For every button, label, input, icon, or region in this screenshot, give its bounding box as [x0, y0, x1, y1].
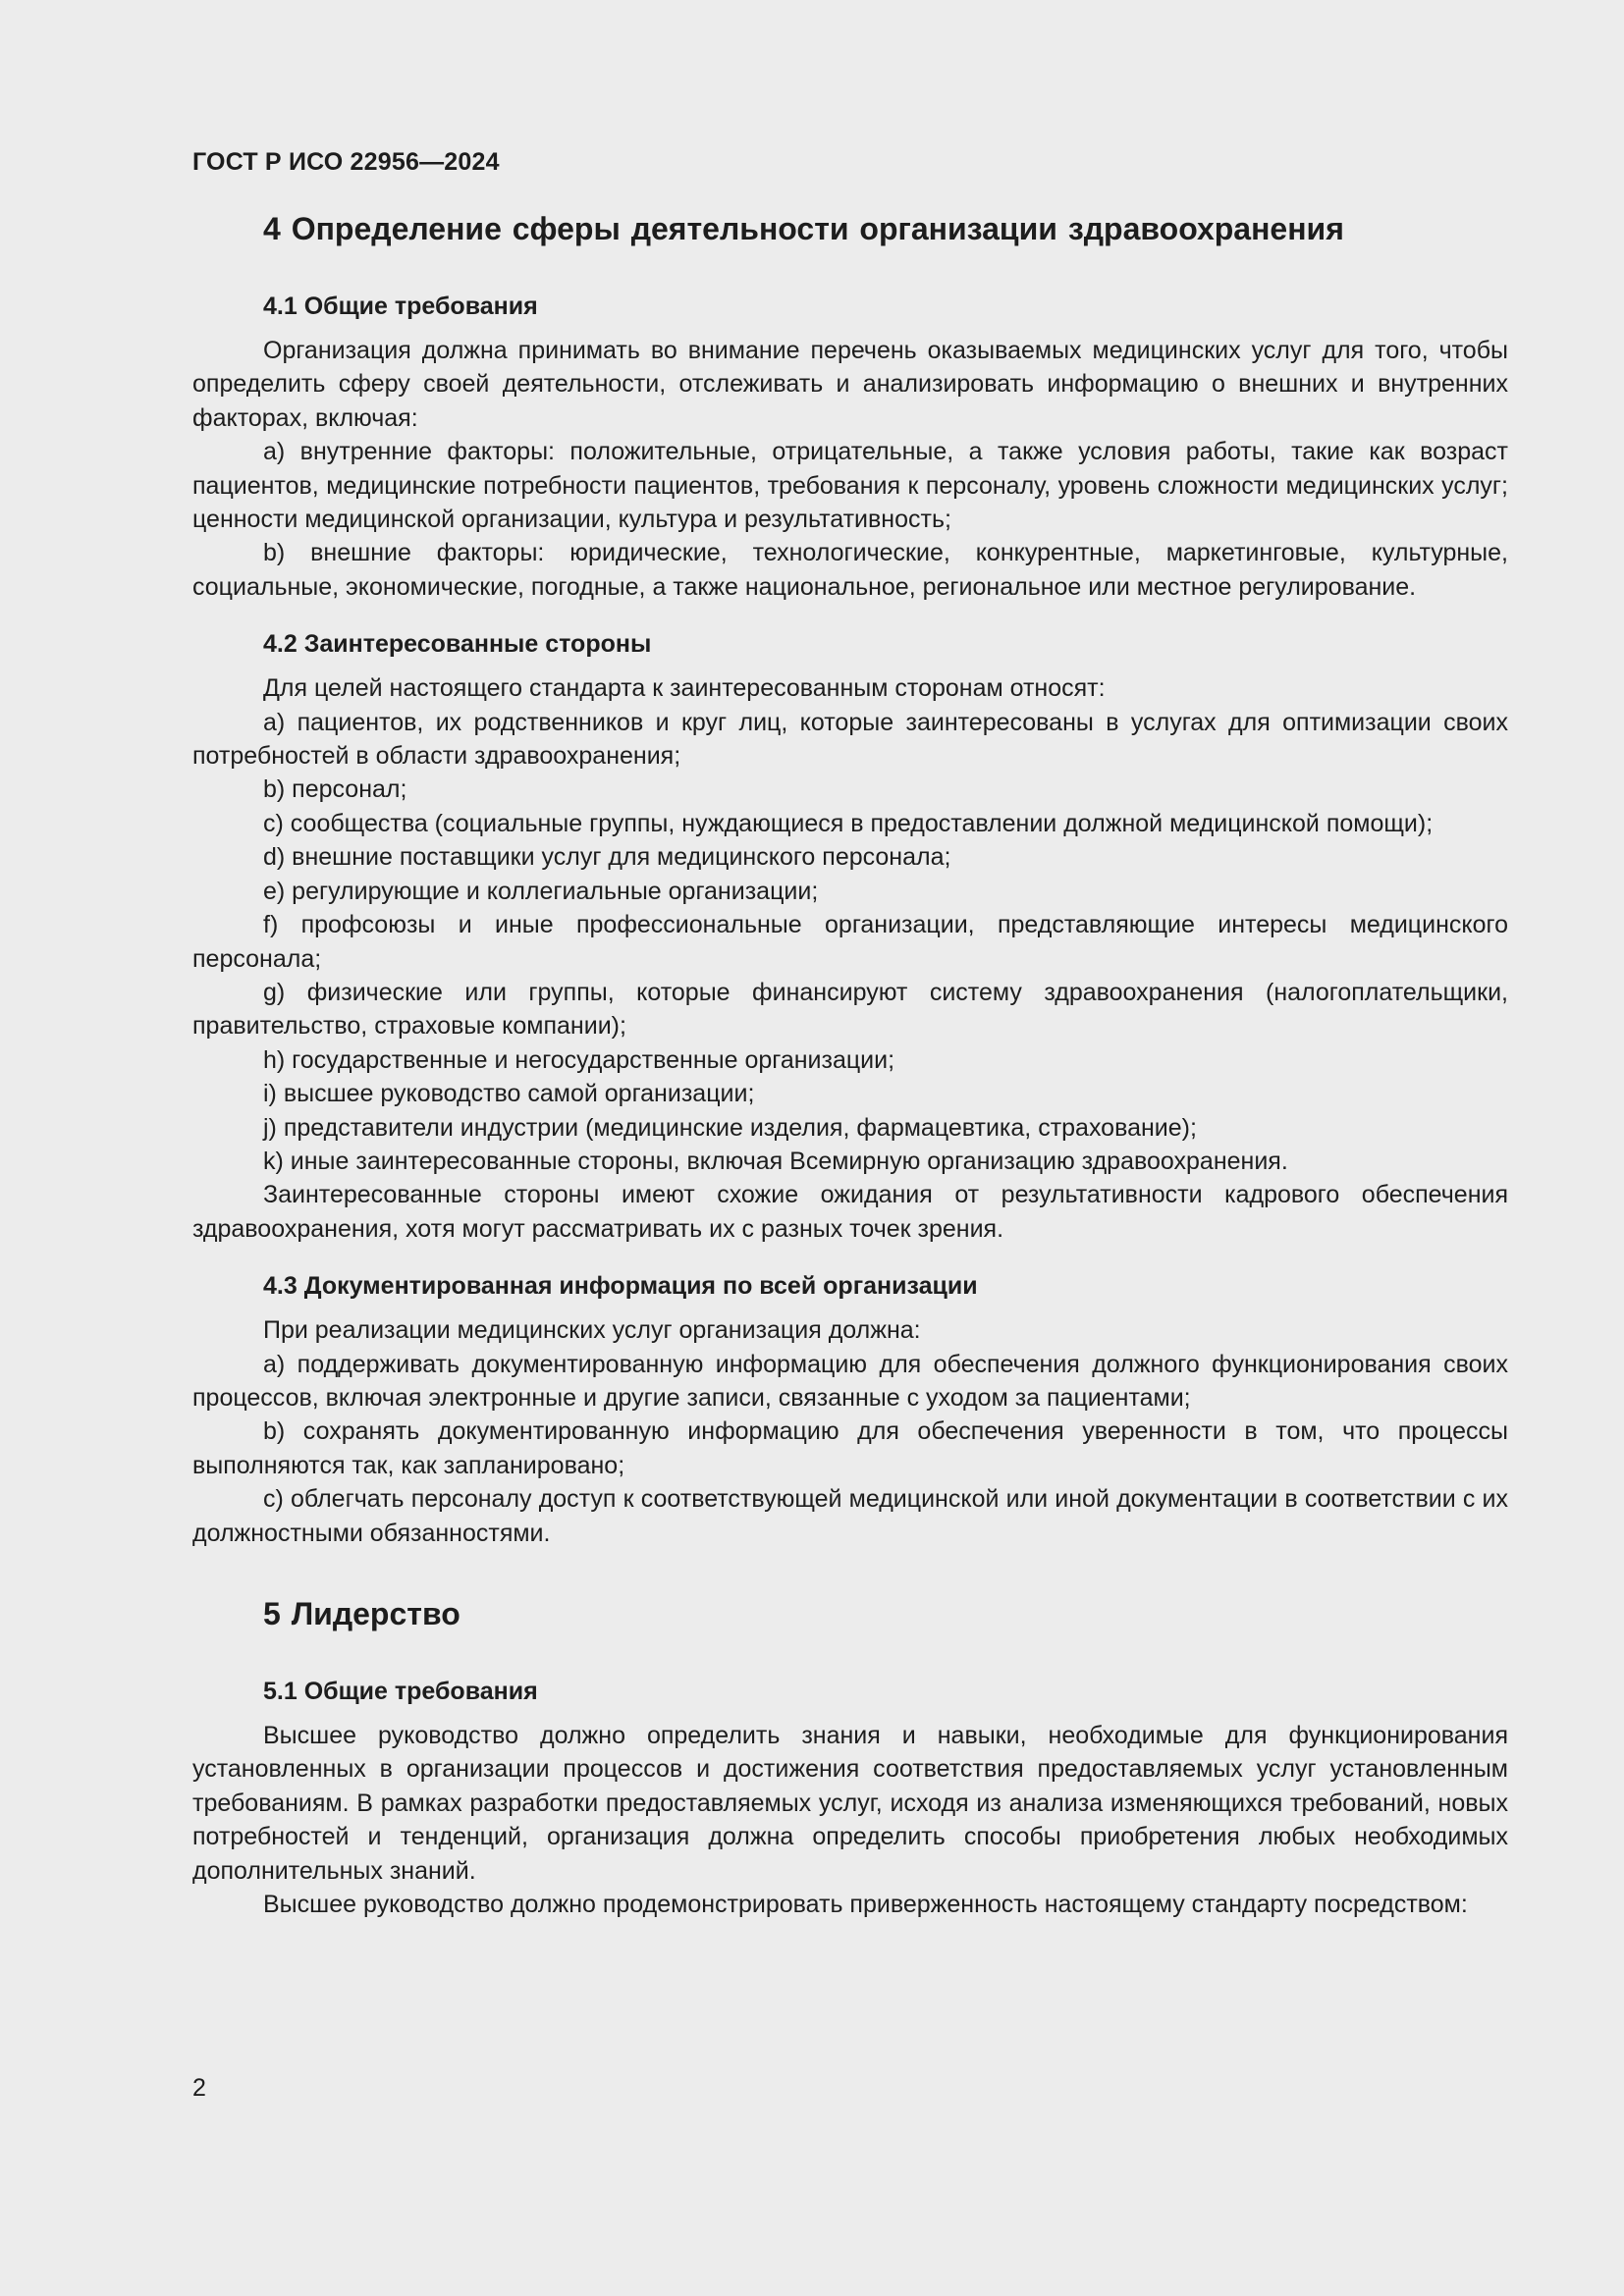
section-5-title: 5 Лидерство [263, 1596, 460, 1631]
list-item: c) сообщества (социальные группы, нуждающиеся в предоставлении должной медицинской помощи); [263, 809, 1434, 837]
subsection-5-1-title: 5.1 Общие требования [263, 1678, 538, 1705]
document-header: ГОСТ Р ИСО 22956—2024 [192, 148, 500, 176]
list-item: j) представители индустрии (медицинские изделия, фармацевтика, страхование); [263, 1113, 1197, 1142]
list-item: a) пациентов, их родственников и круг лиц, которые заинтересованы в услугах для оптимизации своих потребностей в области здравоохранения; [192, 708, 1508, 771]
paragraph: Организация должна принимать во внимание перечень оказываемых медицинских услуг для того, чтобы определить сферу своей деятельности, отслеживать и анализировать информацию о внешних и внутренних факторах, включая: [192, 337, 1508, 432]
list-item: k) иные заинтересованные стороны, включая Всемирную организацию здравоохранения. [263, 1147, 1288, 1175]
list-item: i) высшее руководство самой организации; [263, 1080, 755, 1108]
list-item: b) сохранять документированную информацию для обеспечения уверенности в том, что процессы выполняются так, как запланировано; [192, 1417, 1508, 1479]
list-item: а) внутренние факторы: положительные, отрицательные, а также условия работы, такие как возраст пациентов, медицинские потребности пациентов, требования к персоналу, уровень сложности медицинских услуг; ценности медицинской организации, культура и результативность; [192, 438, 1508, 534]
list-item: b) персонал; [263, 775, 407, 804]
list-item: g) физические или группы, которые финансируют систему здравоохранения (налогоплательщики, правительство, страховые компании); [192, 978, 1508, 1041]
list-item: f) профсоюзы и иные профессиональные организации, представляющие интересы медицинского персонала; [192, 911, 1508, 973]
list-item: b) внешние факторы: юридические, технологические, конкурентные, маркетинговые, культурные, социальные, экономические, погодные, а также национальное, региональное или местное регулирование. [192, 539, 1508, 601]
subsection-4-1-title: 4.1 Общие требования [263, 293, 538, 320]
list-item: c) облегчать персоналу доступ к соответствующей медицинской или иной документации в соответствии с их должностными обязанностями. [192, 1485, 1508, 1547]
document-page [192, 144, 1508, 1921]
subsection-4-2-title: 4.2 Заинтересованные стороны [263, 630, 652, 659]
list-item: d) внешние поставщики услуг для медицинского персонала; [263, 843, 951, 872]
list-item: h) государственные и негосударственные организации; [263, 1045, 895, 1074]
paragraph: Высшее руководство должно продемонстрировать приверженность настоящему стандарту посредством: [263, 1891, 1468, 1919]
paragraph: Заинтересованные стороны имеют схожие ожидания от результативности кадрового обеспечения здравоохранения, хотя могут рассматривать их с разных точек зрения. [192, 1181, 1508, 1243]
paragraph: При реализации медицинских услуг организация должна: [263, 1316, 921, 1345]
page-number: 2 [192, 2074, 206, 2102]
list-item: a) поддерживать документированную информацию для обеспечения должного функционирования своих процессов, включая электронные и другие записи, связанные с уходом за пациентами; [192, 1350, 1508, 1412]
section-4-title: 4 Определение сферы деятельности организации здравоохранения [263, 211, 1344, 246]
subsection-4-3-title: 4.3 Документированная информация по всей организации [263, 1272, 978, 1301]
paragraph: Для целей настоящего стандарта к заинтересованным сторонам относят: [263, 674, 1106, 703]
list-item: e) регулирующие и коллегиальные организации; [263, 877, 819, 905]
paragraph: Высшее руководство должно определить знания и навыки, необходимые для функционирования установленных в организации процессов и достижения соответствия предоставляемых услуг установленным требованиям. В рамках разработки предоставляемых услуг, исходя из анализа изменяющихся требований, новых потребностей и тенденций, организация должна определить способы приобретения любых необходимых дополнительных знаний. [192, 1722, 1508, 1885]
